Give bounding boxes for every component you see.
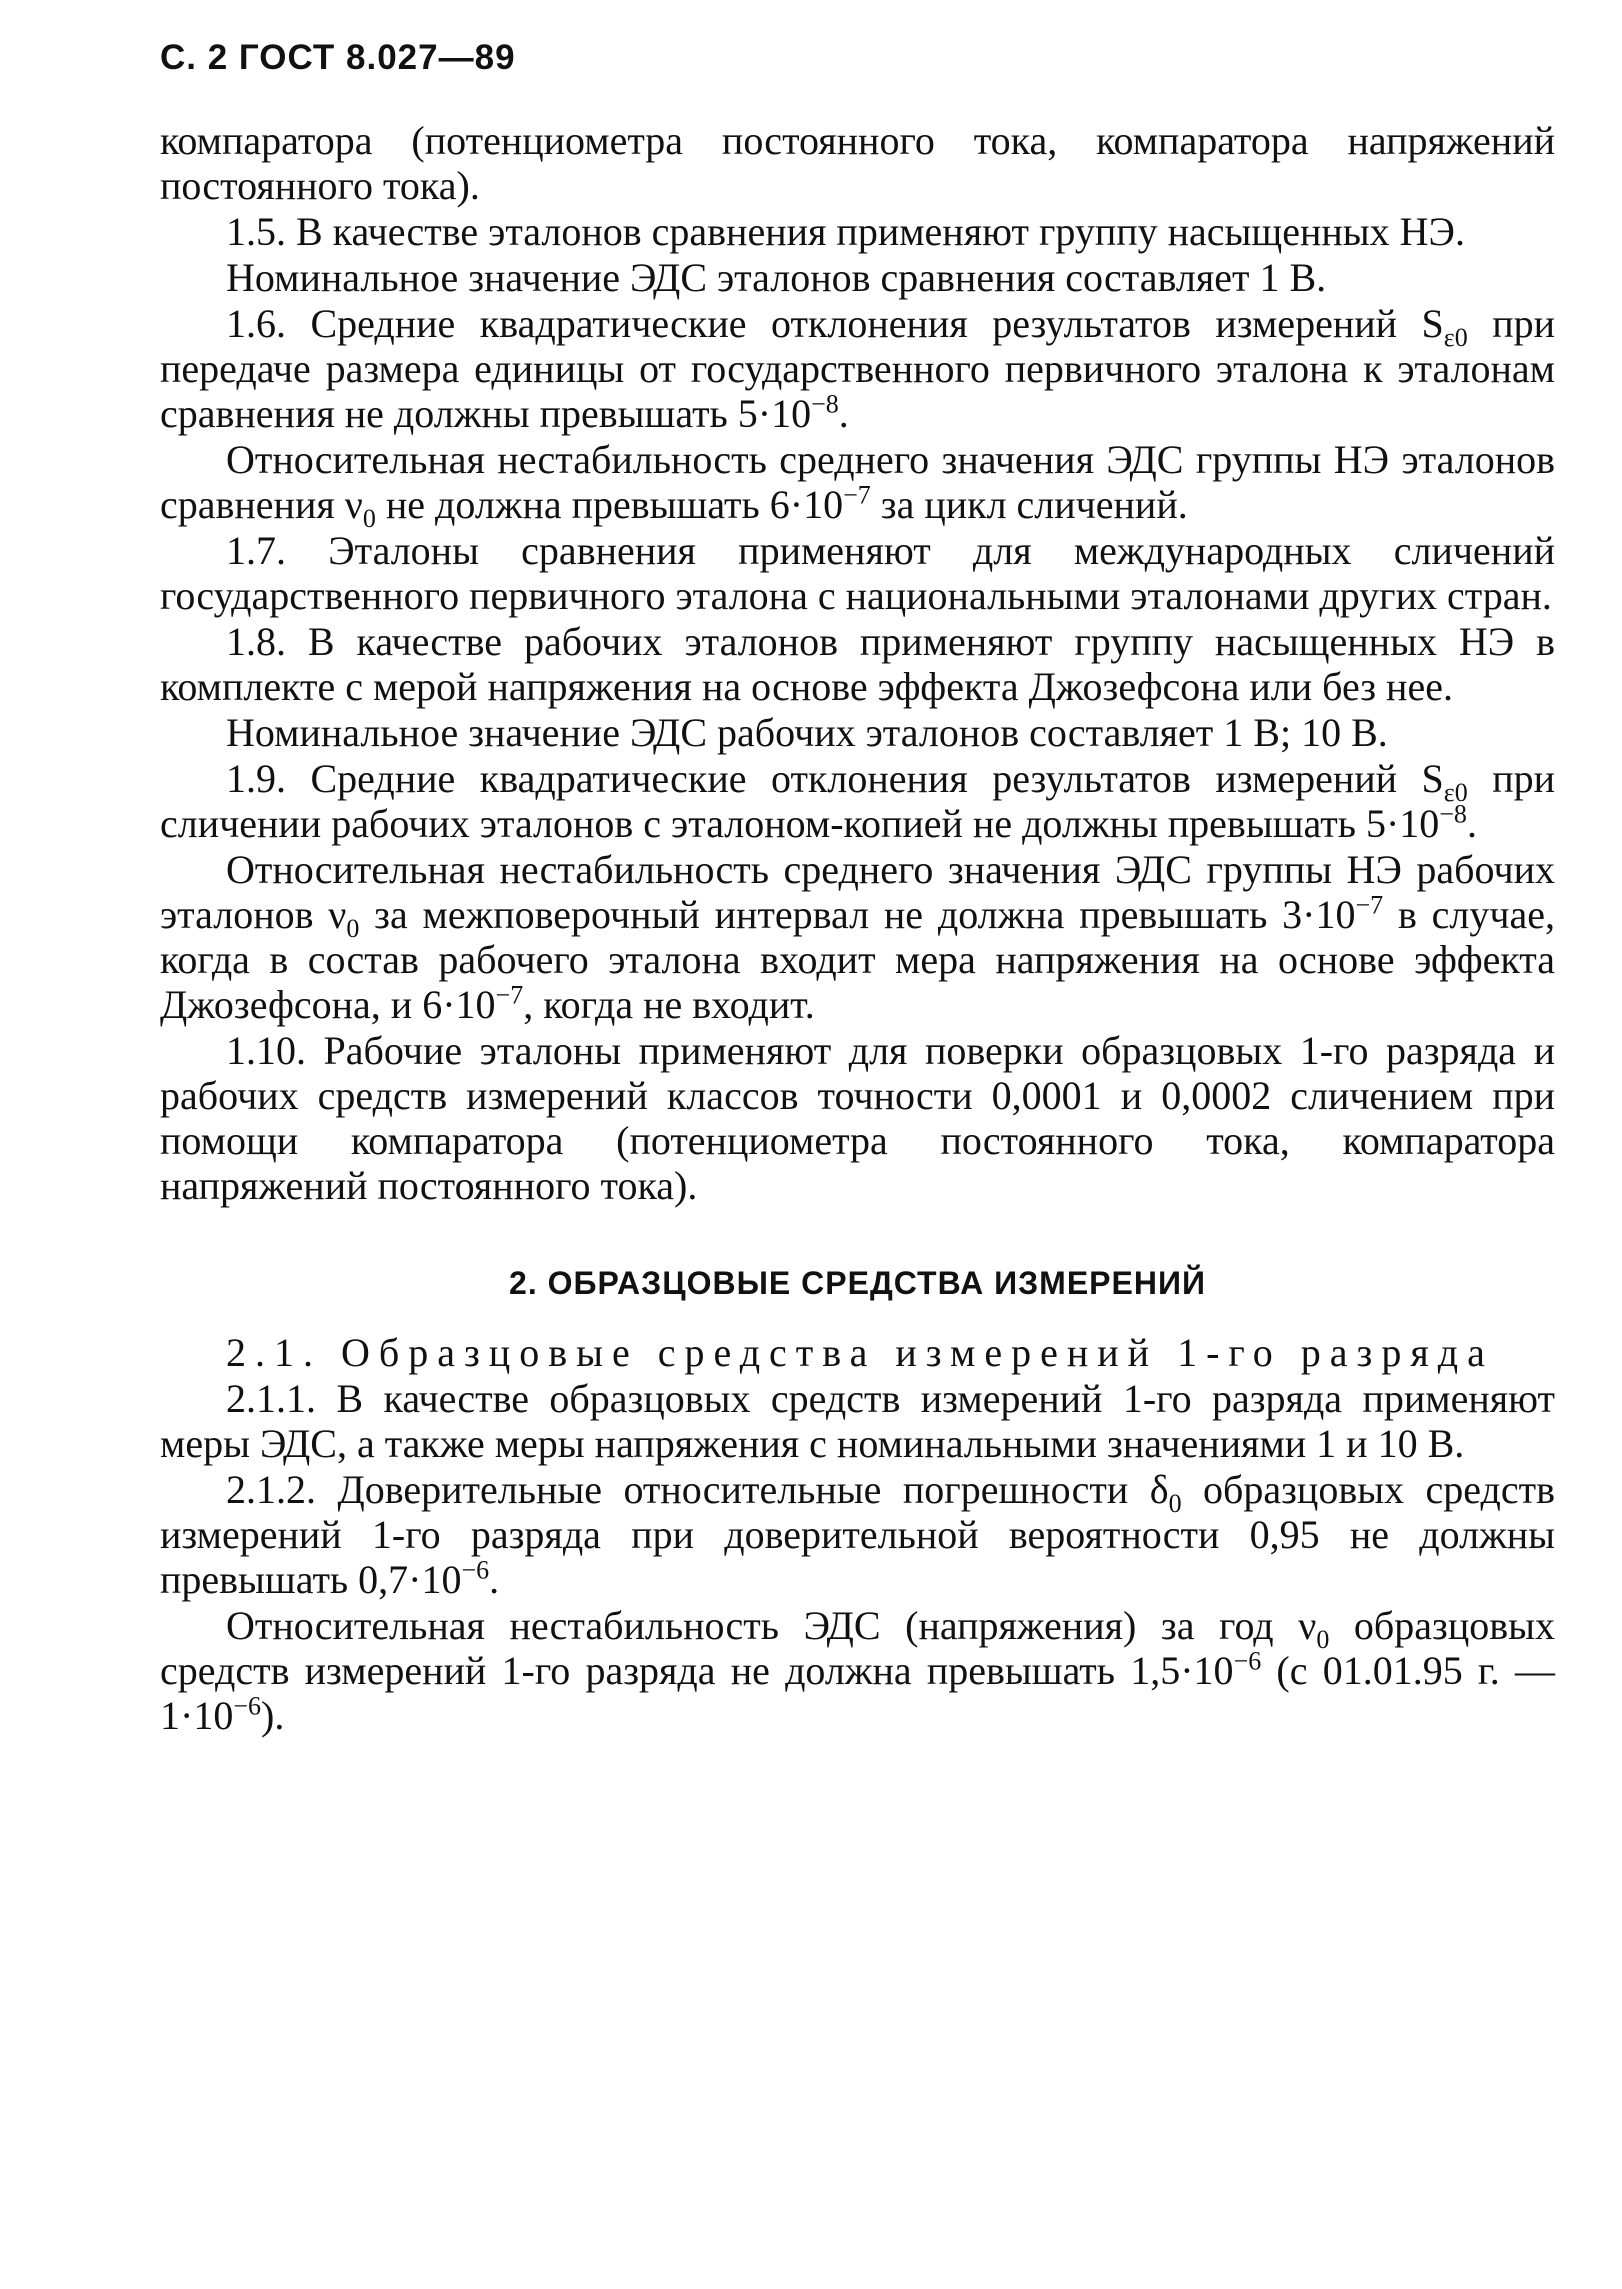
text-run: . <box>838 391 849 436</box>
text-run: Относительная нестабильность среднего значения ЭДС группы НЭ эталонов сравнения ν <box>160 437 1555 527</box>
text-run: 1.9. Средние квадратические отклонения результатов измерений S <box>226 756 1444 801</box>
text-run: при передаче размера единицы от государственного первичного эталона к эталонам сравнения не должны превышать 5·10 <box>160 301 1556 436</box>
text-run: за цикл сличений. <box>870 482 1188 527</box>
superscript: −7 <box>495 980 524 1010</box>
document-body <box>160 118 1555 1739</box>
text-run: , когда не входит. <box>523 982 815 1027</box>
text-run: образцовых средств измерений 1-го разряда при доверительной вероятности 0,95 не должны превышать 0,7·10 <box>160 1467 1555 1602</box>
text-run: в случае, когда в состав рабочего эталона входит мера напряжения на основе эффекта Джозефсона, и 6·10 <box>160 892 1555 1027</box>
paragraph-1-5: 1.5. В качестве эталонов сравнения применяют группу насыщенных НЭ. <box>226 209 1465 254</box>
subscript: ε0 <box>1443 323 1468 352</box>
subscript: 0 <box>1316 1625 1330 1654</box>
paragraph-1-10: 1.10. Рабочие эталоны применяют для поверки образцовых 1-го разряда и рабочих средств измерений классов точности 0,0001 и 0,0002 сличением при помощи компаратора (потенциометра постоянного тока, компаратора напряжений постоянного тока). <box>160 1028 1555 1208</box>
paragraph-2-1-2-instability <box>160 1603 1555 1738</box>
text-run: при сличении рабочих эталонов с эталоном-копией не должны превышать 5·10 <box>160 756 1556 846</box>
superscript: −8 <box>1439 799 1467 829</box>
text-run: образцовых средств измерений 1-го разряда не должна превышать 1,5·10 <box>160 1603 1556 1693</box>
paragraph-1-6 <box>160 301 1555 436</box>
paragraph-1-8: 1.8. В качестве рабочих эталонов применяют группу насыщенных НЭ в комплекте с мерой напряжения на основе эффекта Джозефсона или без нее. <box>160 619 1555 709</box>
text-run: ). <box>261 1693 285 1738</box>
text-run: . <box>1466 801 1477 846</box>
paragraph-2-1-1: 2.1.1. В качестве образцовых средств измерений 1-го разряда применяют меры ЭДС, а также меры напряжения с номинальными значениями 1 и 10 В. <box>160 1376 1555 1466</box>
subscript: 0 <box>362 504 376 533</box>
page-header: С. 2 ГОСТ 8.027—89 <box>160 38 516 77</box>
superscript: −8 <box>811 389 839 419</box>
text-run: 1.6. Средние квадратические отклонения результатов измерений S <box>226 301 1444 346</box>
text-run: не должна превышать 6·10 <box>375 482 844 527</box>
superscript: −6 <box>461 1555 490 1585</box>
text-run: Относительная нестабильность ЭДС (напряжения) за год ν <box>226 1603 1317 1648</box>
text-run: (с 01.01.95 г. — 1·10 <box>160 1648 1556 1738</box>
text-run: . <box>489 1557 500 1602</box>
paragraph-1-7: 1.7. Эталоны сравнения применяют для международных сличений государственного первичного эталона с национальными эталонами других стран. <box>160 528 1555 618</box>
paragraph-1-9-instability <box>160 847 1555 1027</box>
paragraph-1-6-instability <box>160 437 1555 533</box>
subscript: ε0 <box>1443 778 1468 807</box>
superscript: −6 <box>233 1691 261 1721</box>
paragraph-1-9 <box>160 756 1555 846</box>
subscript: 0 <box>346 914 360 943</box>
paragraph-1-5-nominal: Номинальное значение ЭДС эталонов сравнения составляет 1 В. <box>226 255 1327 300</box>
subscript: 0 <box>1168 1489 1182 1518</box>
paragraph-2-1-2 <box>160 1467 1555 1602</box>
superscript: −7 <box>1355 890 1384 920</box>
paragraph-continuation: компаратора (потенциометра постоянного тока, компаратора напряжений постоянного тока). <box>160 118 1555 208</box>
superscript: −6 <box>1233 1646 1262 1676</box>
paragraph-1-8-nominal: Номинальное значение ЭДС рабочих эталонов составляет 1 В; 10 В. <box>226 710 1388 755</box>
subsection-heading-2-1: 2.1. Образцовые средства измерений 1-го разряда <box>226 1330 1494 1375</box>
text-run: 2.1.2. Доверительные относительные погрешности δ <box>226 1467 1169 1512</box>
section-heading: 2. ОБРАЗЦОВЫЕ СРЕДСТВА ИЗМЕРЕНИЙ <box>509 1265 1206 1301</box>
text-run: Относительная нестабильность среднего значения ЭДС группы НЭ рабочих эталонов ν <box>160 847 1555 937</box>
text-run: за межповерочный интервал не должна превышать 3·10 <box>359 892 1356 937</box>
superscript: −7 <box>843 480 871 510</box>
